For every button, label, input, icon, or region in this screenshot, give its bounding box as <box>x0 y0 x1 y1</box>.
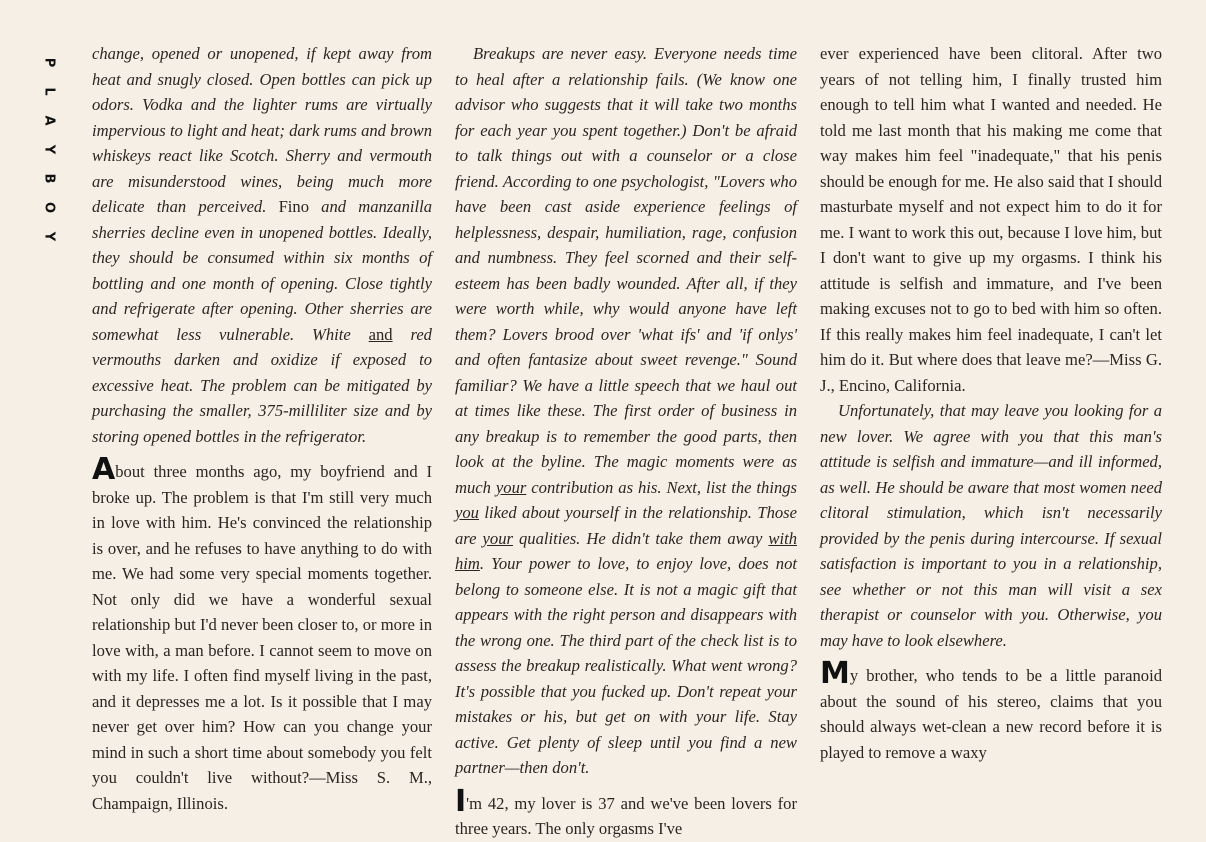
drop-cap: A <box>92 452 116 487</box>
folio-letter: Y <box>41 144 57 155</box>
magazine-folio <box>34 48 56 251</box>
folio-letter: B <box>41 173 57 184</box>
drop-cap: M <box>820 656 850 691</box>
folio-letter: A <box>41 115 57 126</box>
advisor-answer-orgasm: Unfortunately, that may leave you looking for a new lover. We agree with you that this man's attitude is selfish and immature—and ill informed, as well. He should be aware that most women need clitoral stimulation, which isn't necessarily provided by the penis during intercourse. If sexual satisfaction is important to you in a relationship, see whether or not this man will visit a sex therapist or counselor with you. Otherwise, you may have to look elsewhere. <box>820 401 1162 650</box>
advisor-answer-continued: change, opened or unopened, if kept away from heat and snugly closed. Open bottles can pick up odors. Vodka and the lighter rums are virtually impervious to light and heat; dark rums and brown whiskeys react like Scotch. Sherry and vermouth are misunderstood wines, being much more delicate than perceived. Fino and manzanilla sherries decline even in unopened bottles. Ideally, they should be consumed within six months of bottling and one month of opening. Close tightly and refrigerate after opening. Other sherries are somewhat less vulnerable. White and red vermouths darken and oxidize if exposed to excessive heat. The problem can be mitigated by purchasing the smaller, 375-milliliter size and by storing opened bottles in the refrigerator. <box>92 44 432 446</box>
your-underlined: your <box>482 528 513 548</box>
folio-letter: Y <box>41 231 57 242</box>
column-1 <box>92 41 432 816</box>
folio-letter: O <box>41 201 57 214</box>
fino-word: Fino <box>278 197 309 216</box>
folio-letter: L <box>41 87 57 96</box>
reader-letter-stereo: My brother, who tends to be a little paranoid about the sound of his stereo, claims that you should always wet-clean a new record before it is played to remove a waxy <box>820 656 1162 762</box>
and-underlined: and <box>368 324 393 344</box>
folio-letter: P <box>41 57 57 68</box>
your-underlined: your <box>495 477 527 497</box>
advisor-answer-breakups: Breakups are never easy. Everyone needs time to heal after a relationship fails. (We know one advisor who suggests that it will take two months for each year you spent together.) Don't be afraid to talk things out with a counselor or a close friend. According to one psychologist, "Lovers who have been cast aside experience feelings of helplessness, despair, humiliation, rage, confusion and numbness. They feel scorned and their self-esteem has been badly wounded. After all, if they were worth while, why would anyone have left them? Lovers brood over 'what ifs' and 'if onlys' and often fantasize about sweet revenge." Sound familiar? We have a little speech that we haul out at times like these. The first order of business in any breakup is to remember the good parts, then look at the byline. The magic moments were as much your contribution as his. Next, list the things you liked about yourself in the relationship. Those are your qualities. He didn't take them away with him. Your power to love, to enjoy love, does not belong to someone else. It is not a magic gift that appears with the right person and disappears with the wrong one. The third part of the check list is to assess the breakup realistically. What went wrong? It's possible that you fucked up. Don't repeat your mistakes or his, but get on with your life. Stay active. Get plenty of sleep until you find a new partner—then don't. <box>455 44 797 777</box>
column-2 <box>455 41 797 842</box>
column-3 <box>820 41 1162 765</box>
reader-letter-boyfriend: About three months ago, my boyfriend and I broke up. The problem is that I'm still very much in love with him. He's convinced the relationship is over, and he refuses to have anything to do with me. We had some very special moments together. Not only did we have a wonderful sexual relationship but I'd never been closer to, or more in love with, a man before. I cannot seem to move on with my life. I often find myself living in the past, and it depresses me a lot. Is it possible that I may never get over him? How can you change your mind in such a short time about somebody you felt you couldn't live without?—Miss S. M., Champaign, Illinois. <box>92 452 432 813</box>
reader-letter-lover: I'm 42, my lover is 37 and we've been lovers for three years. The only orgasms I've <box>455 783 797 838</box>
with-him-underlined: with him <box>455 528 797 573</box>
reader-letter-continued: ever experienced have been clitoral. After two years of not telling him, I finally trusted him enough to tell him what I wanted and needed. He told me last month that his making me come that way makes him feel "inadequate," that his penis should be enough for me. He also said that I should masturbate myself and not expect him to do it for me. I want to work this out, because I love him, but I don't want to give up my orgasms. I think his attitude is selfish and immature, and I've been making excuses not to go to bed with him so often. If this really makes him feel inadequate, I can't let him do it. But where does that leave me?—Miss G. J., Encino, California. <box>820 44 1162 395</box>
you-underlined: you <box>455 503 479 522</box>
drop-cap: I <box>455 783 467 819</box>
